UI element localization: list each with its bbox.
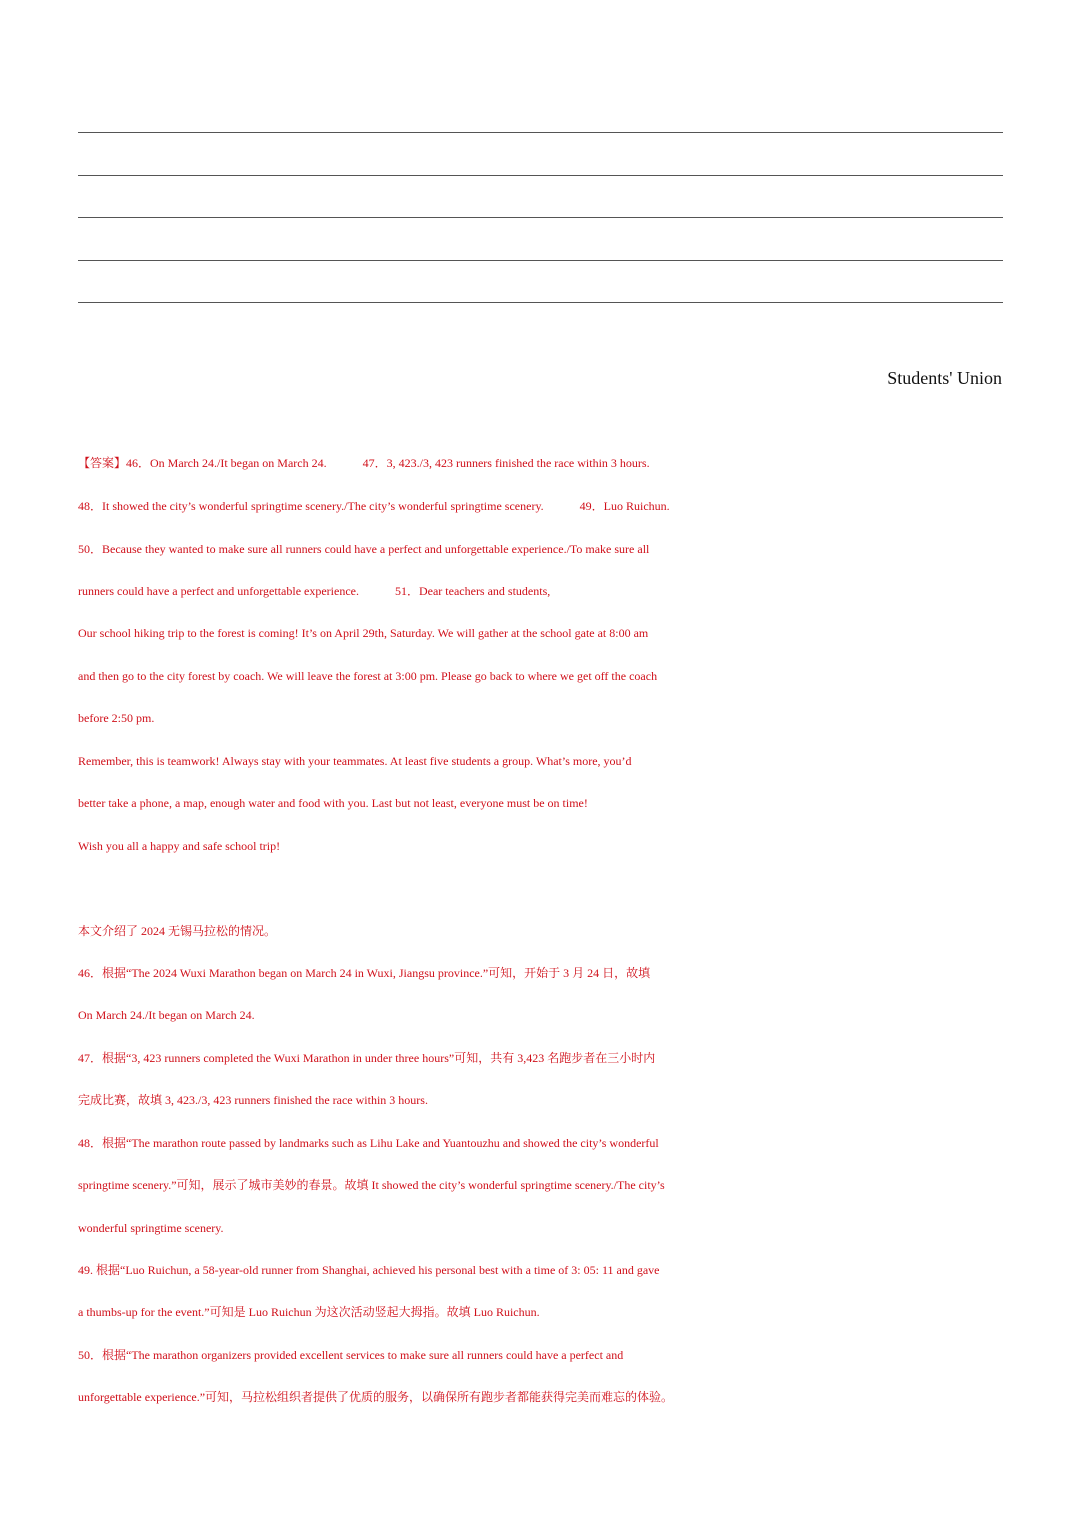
- explanation-line-11: 50．根据“The marathon organizers provided excellent services to make sure all runners could have a perfect and: [78, 1348, 624, 1362]
- explanation-line-1: 本文介绍了 2024 无锡马拉松的情况。: [78, 924, 277, 938]
- answer-line-9: better take a phone, a map, enough water and food with you. Last but not least, everyone must be on time!: [78, 796, 588, 810]
- answer-line-1: 【答案】46．On March 24./It began on March 24. 47．3, 423./3, 423 runners finished the race within 3 hours.: [78, 456, 650, 470]
- answer-line-6: and then go to the city forest by coach. We will leave the forest at 3:00 pm. Please go back to where we get off the coach: [78, 669, 658, 683]
- explanation-line-5: 完成比赛，故填 3, 423./3, 423 runners finished the race within 3 hours.: [78, 1093, 428, 1107]
- explanation-line-10: a thumbs-up for the event.”可知是 Luo Ruichun 为这次活动竖起大拇指。故填 Luo Ruichun.: [78, 1305, 540, 1319]
- answer-line-8: Remember, this is teamwork! Always stay with your teammates. At least five students a group. What’s more, you’d: [78, 754, 632, 768]
- explanation-line-6: 48．根据“The marathon route passed by landmarks such as Lihu Lake and Yuantouzhu and showed the city’s wonderful: [78, 1136, 659, 1150]
- explanation-line-9: 49. 根据“Luo Ruichun, a 58-year-old runner from Shanghai, achieved his personal best with a time of 3: 05: 11 and gave: [78, 1263, 660, 1277]
- writing-line-4: [78, 260, 1003, 261]
- answer-line-4: runners could have a perfect and unforgettable experience. 51．Dear teachers and students,: [78, 584, 551, 598]
- writing-line-1: [78, 132, 1003, 133]
- explanation-line-2: 46．根据“The 2024 Wuxi Marathon began on March 24 in Wuxi, Jiangsu province.”可知，开始于 3 月 24 日，故填: [78, 966, 651, 980]
- explanation-line-7: springtime scenery.”可知，展示了城市美妙的春景。故填 It showed the city’s wonderful springtime scenery./The city’s: [78, 1178, 665, 1192]
- writing-line-5: [78, 302, 1003, 303]
- explanation-line-8: wonderful springtime scenery.: [78, 1221, 224, 1235]
- answer-line-10: Wish you all a happy and safe school trip!: [78, 839, 281, 853]
- signature: Students' Union: [887, 368, 1002, 388]
- answer-line-5: Our school hiking trip to the forest is coming! It’s on April 29th, Saturday. We will gather at the school gate at 8:00 am: [78, 626, 649, 640]
- explanation-line-3: On March 24./It began on March 24.: [78, 1008, 255, 1022]
- answer-line-7: before 2:50 pm.: [78, 711, 155, 725]
- explanation-line-4: 47．根据“3, 423 runners completed the Wuxi Marathon in under three hours”可知，共有 3,423 名跑步者在三小时内: [78, 1051, 656, 1065]
- writing-line-2: [78, 175, 1003, 176]
- writing-line-3: [78, 217, 1003, 218]
- answer-line-2: 48．It showed the city’s wonderful springtime scenery./The city’s wonderful springtime scenery. 49．Luo Ruichun.: [78, 499, 670, 513]
- explanation-line-12: unforgettable experience.”可知，马拉松组织者提供了优质的服务，以确保所有跑步者都能获得完美而难忘的体验。: [78, 1390, 674, 1404]
- answer-line-3: 50．Because they wanted to make sure all runners could have a perfect and unforgettable experience./To make sure all: [78, 542, 650, 556]
